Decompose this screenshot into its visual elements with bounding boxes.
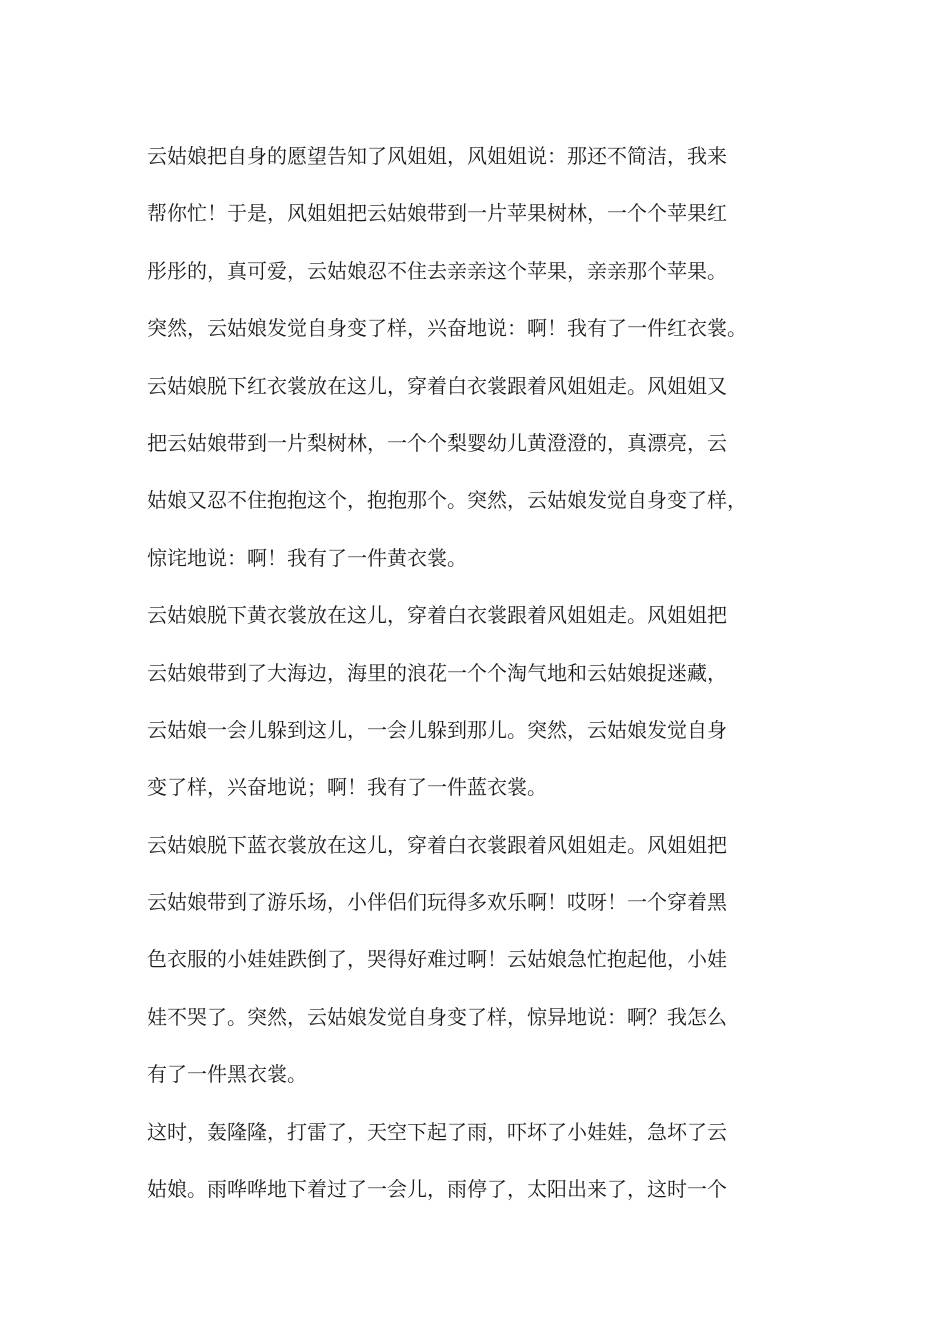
text-line: 彤彤的，真可爱，云姑娘忍不住去亲亲这个苹果，亲亲那个苹果。 — [147, 258, 727, 283]
text-line: 云姑娘脱下蓝衣裳放在这儿，穿着白衣裳跟着风姐姐走。风姐姐把 — [147, 832, 727, 857]
text-line: 云姑娘带到了大海边，海里的浪花一个个淘气地和云姑娘捉迷藏， — [147, 660, 727, 685]
text-line: 姑娘又忍不住抱抱这个，抱抱那个。突然，云姑娘发觉自身变了样， — [147, 488, 747, 513]
text-line: 变了样，兴奋地说；啊！我有了一件蓝衣裳。 — [147, 775, 547, 800]
text-line: 把云姑娘带到一片梨树林，一个个梨婴幼儿黄澄澄的，真漂亮，云 — [147, 430, 727, 455]
story-text — [147, 128, 837, 1218]
text-line: 娃不哭了。突然，云姑娘发觉自身变了样，惊异地说：啊？我怎么 — [147, 1004, 727, 1029]
text-line: 云姑娘脱下红衣裳放在这儿，穿着白衣裳跟着风姐姐走。风姐姐又 — [147, 373, 727, 398]
text-line: 突然，云姑娘发觉自身变了样，兴奋地说：啊！我有了一件红衣裳。 — [147, 316, 747, 341]
text-line: 姑娘。雨哗哗地下着过了一会儿，雨停了，太阳出来了，这时一个 — [147, 1177, 727, 1202]
text-line: 云姑娘脱下黄衣裳放在这儿，穿着白衣裳跟着风姐姐走。风姐姐把 — [147, 603, 727, 628]
text-line: 云姑娘把自身的愿望告知了风姐姐，风姐姐说：那还不简洁，我来 — [147, 144, 727, 168]
text-line: 云姑娘一会儿躲到这儿，一会儿躲到那儿。突然，云姑娘发觉自身 — [147, 717, 727, 742]
text-line: 惊诧地说：啊！我有了一件黄衣裳。 — [147, 545, 467, 570]
text-line: 这时，轰隆隆，打雷了，天空下起了雨，吓坏了小娃娃，急坏了云 — [147, 1119, 727, 1144]
text-line: 云姑娘带到了游乐场，小伴侣们玩得多欢乐啊！哎呀！一个穿着黑 — [147, 890, 727, 915]
text-line: 有了一件黑衣裳。 — [147, 1062, 307, 1087]
text-line: 帮你忙！于是，风姐姐把云姑娘带到一片苹果树林，一个个苹果红 — [147, 201, 727, 226]
text-line: 色衣服的小娃娃跌倒了，哭得好难过啊！云姑娘急忙抱起他，小娃 — [147, 947, 727, 972]
